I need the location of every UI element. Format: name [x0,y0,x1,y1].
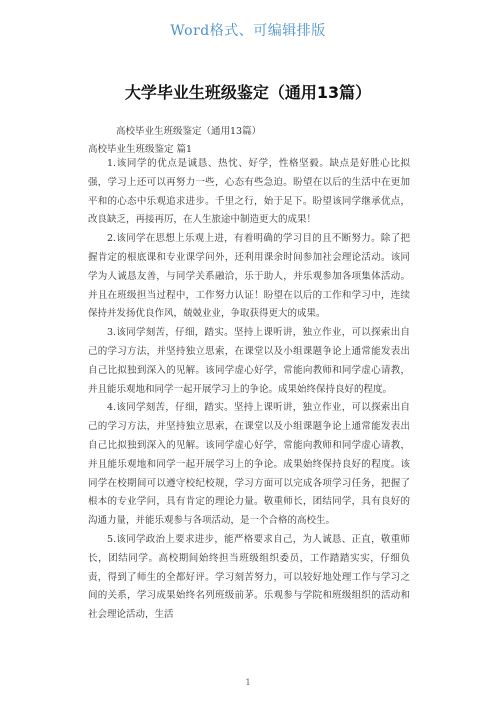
header-banner: Word格式、可编辑排版 [170,23,326,39]
page-title: 大学毕业生班级鉴定（通用13篇） [124,83,372,102]
section-label: 高校毕业生班级鉴定 篇1 [88,144,193,155]
paragraph: 1.该同学的优点是诚恳、热忱、好学，性格坚毅。缺点是好胜心比拟强，学习上还可以再努力一些，心态有些急迫。盼望在以后的生活中在更加平和的心态中乐观追求进步。千里之行，始于足下。盼望该同学继承优点，改良缺乏，再接再厉，在人生旅途中制造更大的成果！ [88,158,410,226]
page-number: 1 [245,678,251,687]
paragraph: 2.该同学在思想上乐观上进，有着明确的学习目的且不断努力。除了把握肯定的根底课和专业课学问外，还利用课余时间参加社会理论活动。该同学为人诚恳友善，与同学关系融洽，乐于助人，并乐观参加各项集体活动。并且在班级担当过程中，工作努力认证！盼望在以后的工作和学习中，连续保持并发扬优良作风，兢兢业业，争取获得更大的成果。 [88,233,410,320]
paragraph: 4.该同学刻苦，仔细，踏实。坚持上课听讲，独立作业，可以探索出自己的学习方法，并坚持独立思索，在课堂以及小组课题争论上通常能发表出自己比拟独到深入的见解。该同学虚心好学，常能向教师和同学虚心请教，并且能乐观地和同学一起开展学习上的争论。成果始终保持良好的程度。该同学在校期间可以遵守校纪校规，学习方面可以完成各项学习任务，把握了根本的专业学问，具有肯定的理论力量。敬重师长，团结同学，具有良好的沟通力量，并能乐观参与各项活动，是一个合格的高校生。 [88,402,410,527]
document-body [88,155,410,625]
paragraph: 5.该同学政治上要求进步，能严格要求自己，为人诚恳、正直，敬重师长，团结同学。高校期间始终担当班级组织委员，工作踏踏实实，仔细负责，得到了师生的全都好评。学习刻苦努力，可以较好地处理工作与学习之间的关系，学习成果始终名列班级前茅。乐观参与学院和班级组织的活动和社会理论活动，生活 [88,533,410,621]
document-subtitle: 高校毕业生班级鉴定（通用13篇） [116,126,262,137]
paragraph: 3.该同学刻苦，仔细，踏实。坚持上课听讲，独立作业，可以探索出自己的学习方法，并坚持独立思索，在课堂以及小组课题争论上通常能发表出自己比拟独到深入的见解。该同学虚心好学，常能向教师和同学虚心请教，并且能乐观地和同学一起开展学习上的争论。成果始终保持良好的程度。 [88,327,410,395]
